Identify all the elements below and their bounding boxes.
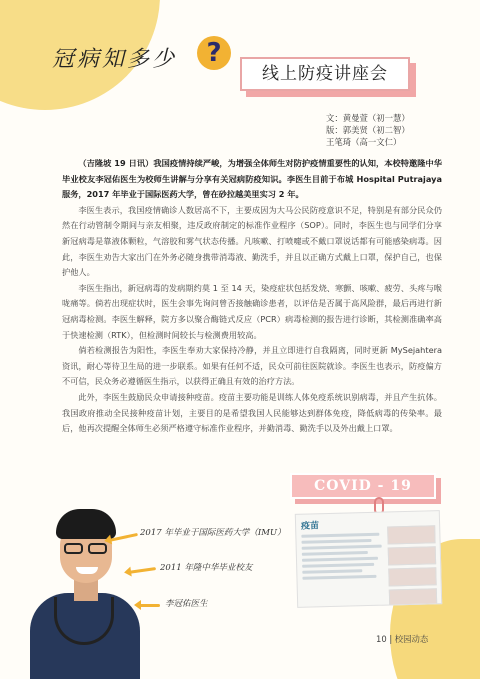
poster-thumbnail: [388, 567, 436, 586]
question-mark-icon: ?: [197, 36, 231, 70]
credit-text: 文：黄曼萱（初一慧）: [326, 113, 410, 123]
caption-school: 2011 年隆中华毕业校友: [160, 563, 253, 573]
credit-drawing: 王笔琦（高一文仁）: [326, 137, 402, 147]
covid-tag: COVID - 19: [290, 473, 436, 499]
article-body: [62, 156, 442, 437]
doctor-photo: [30, 505, 140, 679]
article-paragraph: 李医生指出，新冠病毒的发病期约莫 1 至 14 天，染疫症状包括发烧、寒颤、咳嗽、疲劳、头疼与喉咙痛等。倘若出现症状时，医生会事先询问曾否接触确诊患者，以评估是否属于高风险群，最后再进行新冠病毒检测。李医生解释，院方多以聚合酶链式反应（PCR）病毒检测的报告进行诊断，其检测准确率高于快速检测（RTK），但检测时间较长与检测费用较高。: [62, 282, 442, 340]
article-paragraph: 此外，李医生鼓励民众申请接种疫苗。疫苗主要功能是训练人体免疫系统识别病毒，并且产生抗体。我国政府推动全民接种疫苗计划，主要目的是希望我国人民能够达到群体免疫，降低病毒的传染率。最后，他再次提醒全体师生必须严格遵守标准作业程序，并勤消毒、勤洗手以及外出戴上口罩。: [62, 391, 442, 434]
doctor-smile: [76, 567, 98, 574]
credit-layout: 版：郭美贤（初二智）: [326, 125, 410, 135]
caption-imu: 2017 年毕业于国际医药大学（IMU）: [140, 528, 286, 538]
credits-block: [326, 112, 410, 148]
poster-thumbnails: [387, 525, 437, 608]
poster-text-line: [301, 533, 379, 538]
poster-text-line: [302, 575, 376, 580]
poster-text-line: [301, 539, 371, 544]
section-title: 冠病知多少: [52, 47, 178, 72]
vaccine-poster-image: [295, 510, 442, 608]
caption-name: 李冠佑医生: [165, 599, 208, 609]
poster-thumbnail: [388, 546, 436, 565]
glasses-icon: [62, 543, 110, 555]
poster-title: 疫苗: [301, 521, 320, 532]
article-lead: （吉隆坡 19 日讯）我国疫情持续严峻，为增强全体师生对防护疫情重要性的认知，本校特邀隆中华毕业校友李冠佑医生为校师生讲解与分享有关冠病防疫知识。李医生目前于布城 Hospital Putrajaya 服务，2017 年毕业于国际医药大学，曾在砂拉越美里实习 2 年。: [62, 158, 442, 200]
page-footer: 10 | 校园动态: [376, 634, 429, 644]
arrow-icon: [138, 604, 160, 607]
poster-text-line: [302, 569, 362, 574]
article-paragraph: 倘若检测报告为阳性，李医生奉劝大家保持冷静，并且立即进行自我隔离，同时更新 MySejahtera 资讯，耐心等待卫生局的进一步联系。如果有任何不适，民众可前往医院就诊。李医生也表示，防疫偏方不可信，民众务必遵循医生指示，以获得正确且有效的治疗方法。: [62, 345, 442, 387]
article-paragraph: 李医生表示，我国疫情确诊人数居高不下，主要成因为大马公民防疫意识不足，特别是有部分民众仍然在行动管制令期间与亲友相聚，违反政府制定的标准作业程序（SOP）。同时，李医生也与同学们分享新冠病毒是靠液体颗粒，气溶胶和雾气状态传播。凡咳嗽、打喷嚏或不戴口罩说话都有可能感染病毒。因此，李医生劝告大家出门在外务必随身携带消毒液、勤洗手，并且以正确方式戴上口罩，保护自己，也保护他人。: [62, 204, 442, 278]
poster-text-line: [302, 563, 374, 568]
poster-text-line: [302, 545, 382, 550]
poster-text-line: [302, 551, 368, 556]
article-title: 线上防疫讲座会: [240, 57, 410, 91]
poster-text-line: [302, 557, 378, 562]
poster-thumbnail: [387, 525, 435, 544]
